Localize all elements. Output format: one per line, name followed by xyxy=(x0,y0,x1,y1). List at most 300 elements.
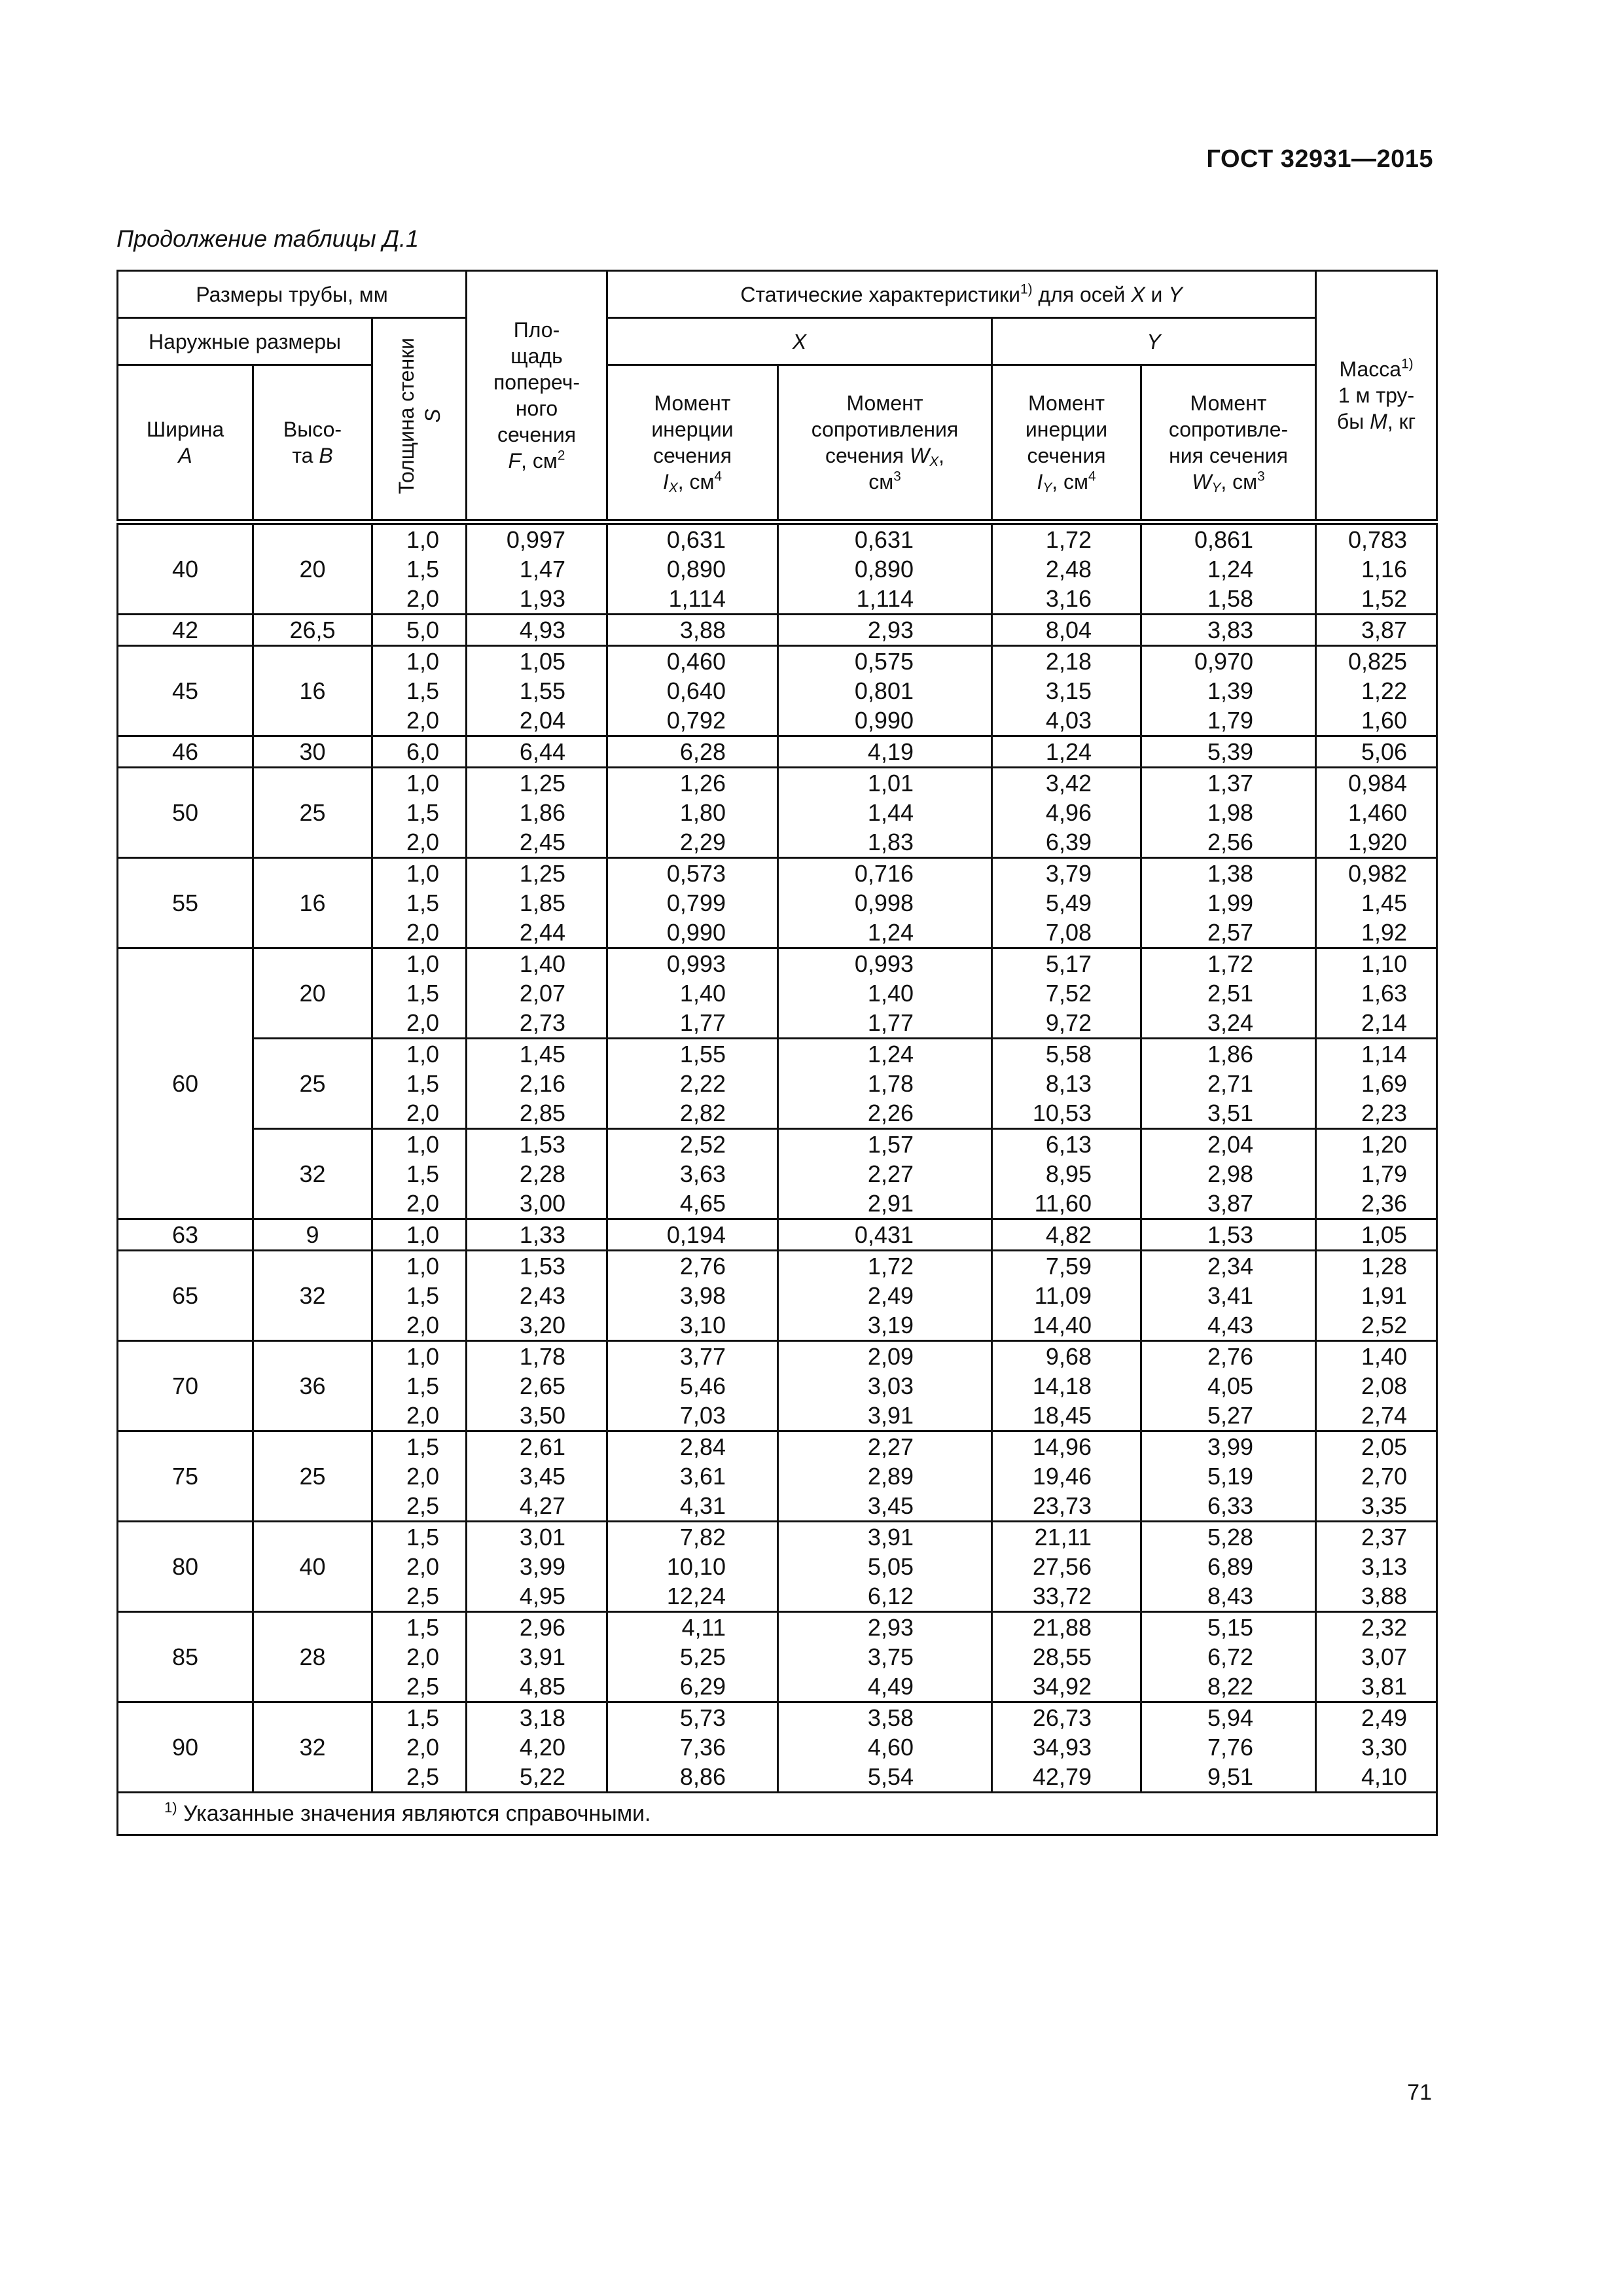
cell-value: 2,26 xyxy=(867,1100,914,1126)
cell-value: 0,890 xyxy=(854,556,914,583)
cell-wy xyxy=(1141,948,1316,1039)
cell-f xyxy=(467,948,607,1039)
cell-m xyxy=(1316,646,1437,736)
cell-value: 2,27 xyxy=(867,1160,914,1187)
cell-m xyxy=(1316,768,1437,858)
cell-wy xyxy=(1141,1251,1316,1341)
cell-value: 3,42 xyxy=(1045,770,1092,797)
cell-iy xyxy=(992,768,1141,858)
cell-value: 4,95 xyxy=(519,1583,565,1609)
cell-value: 1,0 xyxy=(406,648,439,675)
cell-value: 1,0 xyxy=(406,1131,439,1158)
cell-value: 1,0 xyxy=(406,1221,439,1248)
cell-value: 1,0 xyxy=(406,1343,439,1370)
cell-value: 5,46 xyxy=(679,1372,726,1399)
cell-value: 2,0 xyxy=(406,1463,439,1490)
cell-value: 4,19 xyxy=(867,738,914,765)
cell-value: 2,05 xyxy=(1361,1433,1408,1460)
cell-value: 21,88 xyxy=(1032,1614,1092,1641)
cell-value: 3,24 xyxy=(1207,1009,1254,1036)
cell-value: 0,640 xyxy=(666,677,726,704)
cell-f xyxy=(467,1522,607,1612)
cell-value: 2,52 xyxy=(1361,1312,1408,1338)
cell-f xyxy=(467,1039,607,1129)
cell-value: 3,91 xyxy=(867,1524,914,1551)
cell-iy xyxy=(992,948,1141,1039)
cell-value: 0,460 xyxy=(666,648,726,675)
cell-value: 2,70 xyxy=(1361,1463,1408,1490)
cell-f xyxy=(467,858,607,948)
header-inertia-y: Момент инерции сечения $I_Y$, $см^4$ xyxy=(992,365,1141,522)
cell-value: 1,5 xyxy=(406,556,439,583)
cell-value: 2,0 xyxy=(406,829,439,855)
cell-f xyxy=(467,1612,607,1702)
cell-value: 3,88 xyxy=(1361,1583,1408,1609)
cell-wx xyxy=(778,522,992,615)
cell-height: 16 xyxy=(253,858,372,948)
cell-value: 3,87 xyxy=(1207,1190,1254,1217)
cell-m xyxy=(1316,1251,1437,1341)
cell-value: 1,114 xyxy=(856,585,914,612)
cell-value: 1,60 xyxy=(1361,707,1408,734)
cell-value: 3,03 xyxy=(867,1372,914,1399)
cell-wx xyxy=(778,646,992,736)
cell-value: 33,72 xyxy=(1032,1583,1092,1609)
cell-value: 7,82 xyxy=(679,1524,726,1551)
cell-s xyxy=(372,1431,467,1522)
cell-value: 1,460 xyxy=(1347,799,1408,826)
cell-s xyxy=(372,768,467,858)
cell-value: 5,49 xyxy=(1045,889,1092,916)
cell-s xyxy=(372,1251,467,1341)
cell-ix xyxy=(607,1702,778,1793)
cell-value: 2,56 xyxy=(1207,829,1254,855)
cell-iy xyxy=(992,1129,1141,1219)
cell-value: 2,5 xyxy=(406,1583,439,1609)
cell-width: 90 xyxy=(118,1702,253,1793)
cell-value: 1,22 xyxy=(1361,677,1408,704)
cell-value: 3,10 xyxy=(679,1312,726,1338)
cell-width: 40 xyxy=(118,522,253,615)
cell-value: 2,73 xyxy=(519,1009,565,1036)
cell-value: 2,0 xyxy=(406,1312,439,1338)
cell-value: 3,41 xyxy=(1207,1282,1254,1309)
cell-m xyxy=(1316,1039,1437,1129)
cell-value: 0,993 xyxy=(666,950,726,977)
cell-value: 2,51 xyxy=(1207,980,1254,1007)
table-body xyxy=(118,522,1437,1793)
table-row xyxy=(118,858,1437,948)
cell-width: 50 xyxy=(118,768,253,858)
table-row xyxy=(118,1129,1437,1219)
cell-ix xyxy=(607,768,778,858)
cell-height: 25 xyxy=(253,1431,372,1522)
cell-value: 2,52 xyxy=(679,1131,726,1158)
table-row xyxy=(118,768,1437,858)
cell-height: 32 xyxy=(253,1129,372,1219)
cell-value: 1,77 xyxy=(867,1009,914,1036)
cell-value: 2,74 xyxy=(1361,1402,1408,1429)
cell-value: 0,993 xyxy=(854,950,914,977)
header-pipe-sizes: Размеры трубы, мм xyxy=(118,271,467,318)
cell-value: 2,5 xyxy=(406,1763,439,1790)
cell-ix xyxy=(607,1341,778,1431)
cell-value: 2,14 xyxy=(1361,1009,1408,1036)
cell-wx xyxy=(778,858,992,948)
cell-value: 1,5 xyxy=(406,1160,439,1187)
cell-value: 2,93 xyxy=(867,617,914,643)
cell-value: 1,78 xyxy=(867,1070,914,1097)
cell-wx xyxy=(778,1341,992,1431)
cell-value: 2,0 xyxy=(406,1643,439,1670)
cell-width: 63 xyxy=(118,1219,253,1251)
cell-value: 0,431 xyxy=(854,1221,914,1248)
header-axis-x: X xyxy=(607,318,992,365)
cell-wy xyxy=(1141,522,1316,615)
cell-value: 3,19 xyxy=(867,1312,914,1338)
cell-width: 60 xyxy=(118,948,253,1219)
cell-m xyxy=(1316,736,1437,768)
cell-value: 1,55 xyxy=(519,677,565,704)
cell-value: 19,46 xyxy=(1032,1463,1092,1490)
cell-value: 3,63 xyxy=(679,1160,726,1187)
cell-value: 6,39 xyxy=(1045,829,1092,855)
cell-value: 2,04 xyxy=(519,707,565,734)
cell-value: 0,998 xyxy=(854,889,914,916)
cell-value: 14,40 xyxy=(1032,1312,1092,1338)
cell-value: 1,39 xyxy=(1207,677,1254,704)
cell-value: 4,20 xyxy=(519,1734,565,1761)
cell-m xyxy=(1316,522,1437,615)
table-row xyxy=(118,736,1437,768)
cell-value: 4,27 xyxy=(519,1492,565,1519)
cell-value: 1,0 xyxy=(406,770,439,797)
cell-s xyxy=(372,646,467,736)
cell-ix xyxy=(607,736,778,768)
cell-f xyxy=(467,646,607,736)
cell-f xyxy=(467,1431,607,1522)
cell-value: 11,09 xyxy=(1034,1282,1092,1309)
cell-value: 0,861 xyxy=(1194,526,1254,553)
cell-value: 8,86 xyxy=(679,1763,726,1790)
cell-value: 3,07 xyxy=(1361,1643,1408,1670)
cell-s xyxy=(372,1612,467,1702)
cell-value: 3,81 xyxy=(1361,1673,1408,1700)
cell-wy xyxy=(1141,1612,1316,1702)
cell-value: 8,43 xyxy=(1207,1583,1254,1609)
cell-width: 65 xyxy=(118,1251,253,1341)
cell-m xyxy=(1316,615,1437,646)
table-row xyxy=(118,1431,1437,1522)
cell-value: 4,49 xyxy=(867,1673,914,1700)
cell-value: 1,24 xyxy=(867,1041,914,1067)
table-row xyxy=(118,646,1437,736)
cell-value: 3,50 xyxy=(519,1402,565,1429)
cell-width: 45 xyxy=(118,646,253,736)
cell-value: 2,0 xyxy=(406,1100,439,1126)
cell-value: 5,39 xyxy=(1207,738,1254,765)
cell-value: 2,44 xyxy=(519,919,565,946)
header-area: Пло- щадь попереч- ного сечения F, $см^2$ xyxy=(467,271,607,522)
cell-value: 2,23 xyxy=(1361,1100,1408,1126)
cell-wy xyxy=(1141,768,1316,858)
cell-value: 1,5 xyxy=(406,677,439,704)
cell-value: 0,573 xyxy=(666,860,726,887)
cell-ix xyxy=(607,1431,778,1522)
cell-value: 1,92 xyxy=(1361,919,1408,946)
cell-wy xyxy=(1141,1341,1316,1431)
cell-value: 1,5 xyxy=(406,889,439,916)
cell-value: 1,93 xyxy=(519,585,565,612)
cell-m xyxy=(1316,858,1437,948)
cell-m xyxy=(1316,1612,1437,1702)
cell-value: 1,5 xyxy=(406,1372,439,1399)
cell-value: 1,01 xyxy=(867,770,914,797)
cell-value: 1,40 xyxy=(519,950,565,977)
cell-value: 0,984 xyxy=(1347,770,1408,797)
cell-wx xyxy=(778,1431,992,1522)
cell-value: 4,85 xyxy=(519,1673,565,1700)
cell-f xyxy=(467,1341,607,1431)
cell-value: 1,33 xyxy=(519,1221,565,1248)
cell-value: 1,79 xyxy=(1361,1160,1408,1187)
cell-s xyxy=(372,1341,467,1431)
cell-f xyxy=(467,736,607,768)
cell-value: 3,00 xyxy=(519,1190,565,1217)
cell-value: 1,78 xyxy=(519,1343,565,1370)
cell-value: 9,68 xyxy=(1045,1343,1092,1370)
cell-value: 7,36 xyxy=(679,1734,726,1761)
cell-ix xyxy=(607,1129,778,1219)
cell-value: 1,05 xyxy=(1361,1221,1408,1248)
cell-iy xyxy=(992,1219,1141,1251)
cell-value: 2,48 xyxy=(1045,556,1092,583)
cell-value: 1,83 xyxy=(867,829,914,855)
cell-value: 0,631 xyxy=(666,526,726,553)
cell-value: 1,99 xyxy=(1207,889,1254,916)
cell-value: 1,40 xyxy=(679,980,726,1007)
cell-value: 7,76 xyxy=(1207,1734,1254,1761)
header-resistance-y: Момент сопротивле- ния сечения $W_Y$, $см^3$ xyxy=(1141,365,1316,522)
cell-value: 2,5 xyxy=(406,1673,439,1700)
cell-value: 8,04 xyxy=(1045,617,1092,643)
cell-value: 2,0 xyxy=(406,1553,439,1580)
cell-value: 1,72 xyxy=(1045,526,1092,553)
cell-iy xyxy=(992,1039,1141,1129)
cell-height: 16 xyxy=(253,646,372,736)
cell-height: 26,5 xyxy=(253,615,372,646)
cell-value: 1,72 xyxy=(867,1253,914,1280)
cell-value: 2,89 xyxy=(867,1463,914,1490)
cell-height: 20 xyxy=(253,522,372,615)
cell-value: 1,72 xyxy=(1207,950,1254,977)
cell-value: 2,28 xyxy=(519,1160,565,1187)
cell-m xyxy=(1316,1341,1437,1431)
cell-value: 6,33 xyxy=(1207,1492,1254,1519)
cell-wx xyxy=(778,1522,992,1612)
cell-value: 14,18 xyxy=(1032,1372,1092,1399)
cell-value: 1,0 xyxy=(406,1041,439,1067)
cell-value: 4,31 xyxy=(679,1492,726,1519)
cell-value: 2,71 xyxy=(1207,1070,1254,1097)
cell-value: 0,890 xyxy=(666,556,726,583)
cell-value: 21,11 xyxy=(1034,1524,1092,1551)
cell-value: 3,98 xyxy=(679,1282,726,1309)
cell-value: 9,72 xyxy=(1045,1009,1092,1036)
cell-height: 30 xyxy=(253,736,372,768)
cell-value: 3,16 xyxy=(1045,585,1092,612)
cell-value: 2,43 xyxy=(519,1282,565,1309)
cell-value: 7,08 xyxy=(1045,919,1092,946)
cell-ix xyxy=(607,1522,778,1612)
cell-value: 1,25 xyxy=(519,770,565,797)
table-row xyxy=(118,1702,1437,1793)
cell-value: 3,99 xyxy=(519,1553,565,1580)
header-axis-y: Y xyxy=(992,318,1316,365)
cell-value: 1,98 xyxy=(1207,799,1254,826)
cell-value: 0,792 xyxy=(666,707,726,734)
cell-value: 1,114 xyxy=(668,585,726,612)
cell-value: 1,26 xyxy=(679,770,726,797)
cell-value: 2,29 xyxy=(679,829,726,855)
cell-value: 6,28 xyxy=(679,738,726,765)
cell-value: 34,93 xyxy=(1032,1734,1092,1761)
cell-value: 26,73 xyxy=(1032,1704,1092,1731)
cell-wx xyxy=(778,948,992,1039)
table-row xyxy=(118,1341,1437,1431)
cell-ix xyxy=(607,948,778,1039)
cell-wy xyxy=(1141,858,1316,948)
cell-ix xyxy=(607,1039,778,1129)
cell-wy xyxy=(1141,1219,1316,1251)
cell-value: 4,43 xyxy=(1207,1312,1254,1338)
cell-value: 2,0 xyxy=(406,585,439,612)
cell-value: 0,990 xyxy=(854,707,914,734)
cell-value: 10,53 xyxy=(1032,1100,1092,1126)
cell-value: 1,920 xyxy=(1347,829,1408,855)
cell-value: 2,0 xyxy=(406,1009,439,1036)
cell-value: 0,990 xyxy=(666,919,726,946)
cell-value: 1,45 xyxy=(519,1041,565,1067)
cell-ix xyxy=(607,615,778,646)
cell-value: 3,01 xyxy=(519,1524,565,1551)
cell-height: 32 xyxy=(253,1251,372,1341)
cell-wx xyxy=(778,736,992,768)
cell-s xyxy=(372,948,467,1039)
cell-value: 4,65 xyxy=(679,1190,726,1217)
cell-value: 5,19 xyxy=(1207,1463,1254,1490)
cell-value: 4,03 xyxy=(1045,707,1092,734)
cell-value: 2,0 xyxy=(406,1734,439,1761)
header-height: Высо- та B xyxy=(253,365,372,522)
cell-value: 1,86 xyxy=(519,799,565,826)
cell-width: 55 xyxy=(118,858,253,948)
document-code: ГОСТ 32931—2015 xyxy=(1206,145,1433,173)
cell-value: 2,98 xyxy=(1207,1160,1254,1187)
cell-height: 25 xyxy=(253,768,372,858)
cell-m xyxy=(1316,1522,1437,1612)
cell-value: 1,24 xyxy=(1045,738,1092,765)
cell-value: 0,825 xyxy=(1347,648,1408,675)
cell-value: 1,5 xyxy=(406,1282,439,1309)
cell-width: 42 xyxy=(118,615,253,646)
cell-value: 2,0 xyxy=(406,1402,439,1429)
cell-value: 0,194 xyxy=(666,1221,726,1248)
cell-value: 18,45 xyxy=(1032,1402,1092,1429)
cell-height: 25 xyxy=(253,1039,372,1129)
cell-wy xyxy=(1141,1522,1316,1612)
cell-value: 1,14 xyxy=(1361,1041,1408,1067)
cell-height: 28 xyxy=(253,1612,372,1702)
cell-iy xyxy=(992,1251,1141,1341)
cell-wy xyxy=(1141,615,1316,646)
table-row xyxy=(118,1251,1437,1341)
cell-iy xyxy=(992,615,1141,646)
cell-value: 0,997 xyxy=(506,526,565,553)
cell-value: 6,29 xyxy=(679,1673,726,1700)
cell-value: 6,0 xyxy=(406,738,439,765)
cell-value: 1,58 xyxy=(1207,585,1254,612)
cell-wy xyxy=(1141,1702,1316,1793)
cell-value: 1,16 xyxy=(1361,556,1408,583)
cell-value: 3,91 xyxy=(867,1402,914,1429)
cell-value: 2,0 xyxy=(406,919,439,946)
cell-value: 7,52 xyxy=(1045,980,1092,1007)
cell-value: 1,86 xyxy=(1207,1041,1254,1067)
cell-s xyxy=(372,1219,467,1251)
cell-value: 2,76 xyxy=(679,1253,726,1280)
cell-value: 11,60 xyxy=(1034,1190,1092,1217)
cell-value: 5,28 xyxy=(1207,1524,1254,1551)
cell-value: 1,5 xyxy=(406,1433,439,1460)
cell-value: 1,44 xyxy=(867,799,914,826)
cell-value: 1,0 xyxy=(406,1253,439,1280)
cell-value: 1,10 xyxy=(1361,950,1408,977)
cell-value: 2,49 xyxy=(867,1282,914,1309)
cell-ix xyxy=(607,646,778,736)
cell-value: 5,06 xyxy=(1361,738,1408,765)
cell-value: 1,5 xyxy=(406,1524,439,1551)
cell-value: 28,55 xyxy=(1032,1643,1092,1670)
cell-value: 1,5 xyxy=(406,1704,439,1731)
cell-value: 2,16 xyxy=(519,1070,565,1097)
cell-value: 0,575 xyxy=(854,648,914,675)
cell-value: 1,57 xyxy=(867,1131,914,1158)
cell-iy xyxy=(992,522,1141,615)
cell-wy xyxy=(1141,736,1316,768)
cell-value: 0,801 xyxy=(854,677,914,704)
cell-value: 3,61 xyxy=(679,1463,726,1490)
cell-width: 85 xyxy=(118,1612,253,1702)
cell-m xyxy=(1316,1702,1437,1793)
cell-value: 2,65 xyxy=(519,1372,565,1399)
cell-f xyxy=(467,1702,607,1793)
cell-value: 1,05 xyxy=(519,648,565,675)
cell-ix xyxy=(607,522,778,615)
table-row xyxy=(118,1039,1437,1129)
cell-width: 75 xyxy=(118,1431,253,1522)
cell-value: 2,84 xyxy=(679,1433,726,1460)
cell-wx xyxy=(778,615,992,646)
cell-value: 1,0 xyxy=(406,950,439,977)
cell-value: 1,45 xyxy=(1361,889,1408,916)
cell-s xyxy=(372,858,467,948)
cell-s xyxy=(372,1702,467,1793)
cell-s xyxy=(372,615,467,646)
cell-value: 7,03 xyxy=(679,1402,726,1429)
header-outer-sizes: Наружные размеры xyxy=(118,318,372,365)
cell-value: 1,77 xyxy=(679,1009,726,1036)
